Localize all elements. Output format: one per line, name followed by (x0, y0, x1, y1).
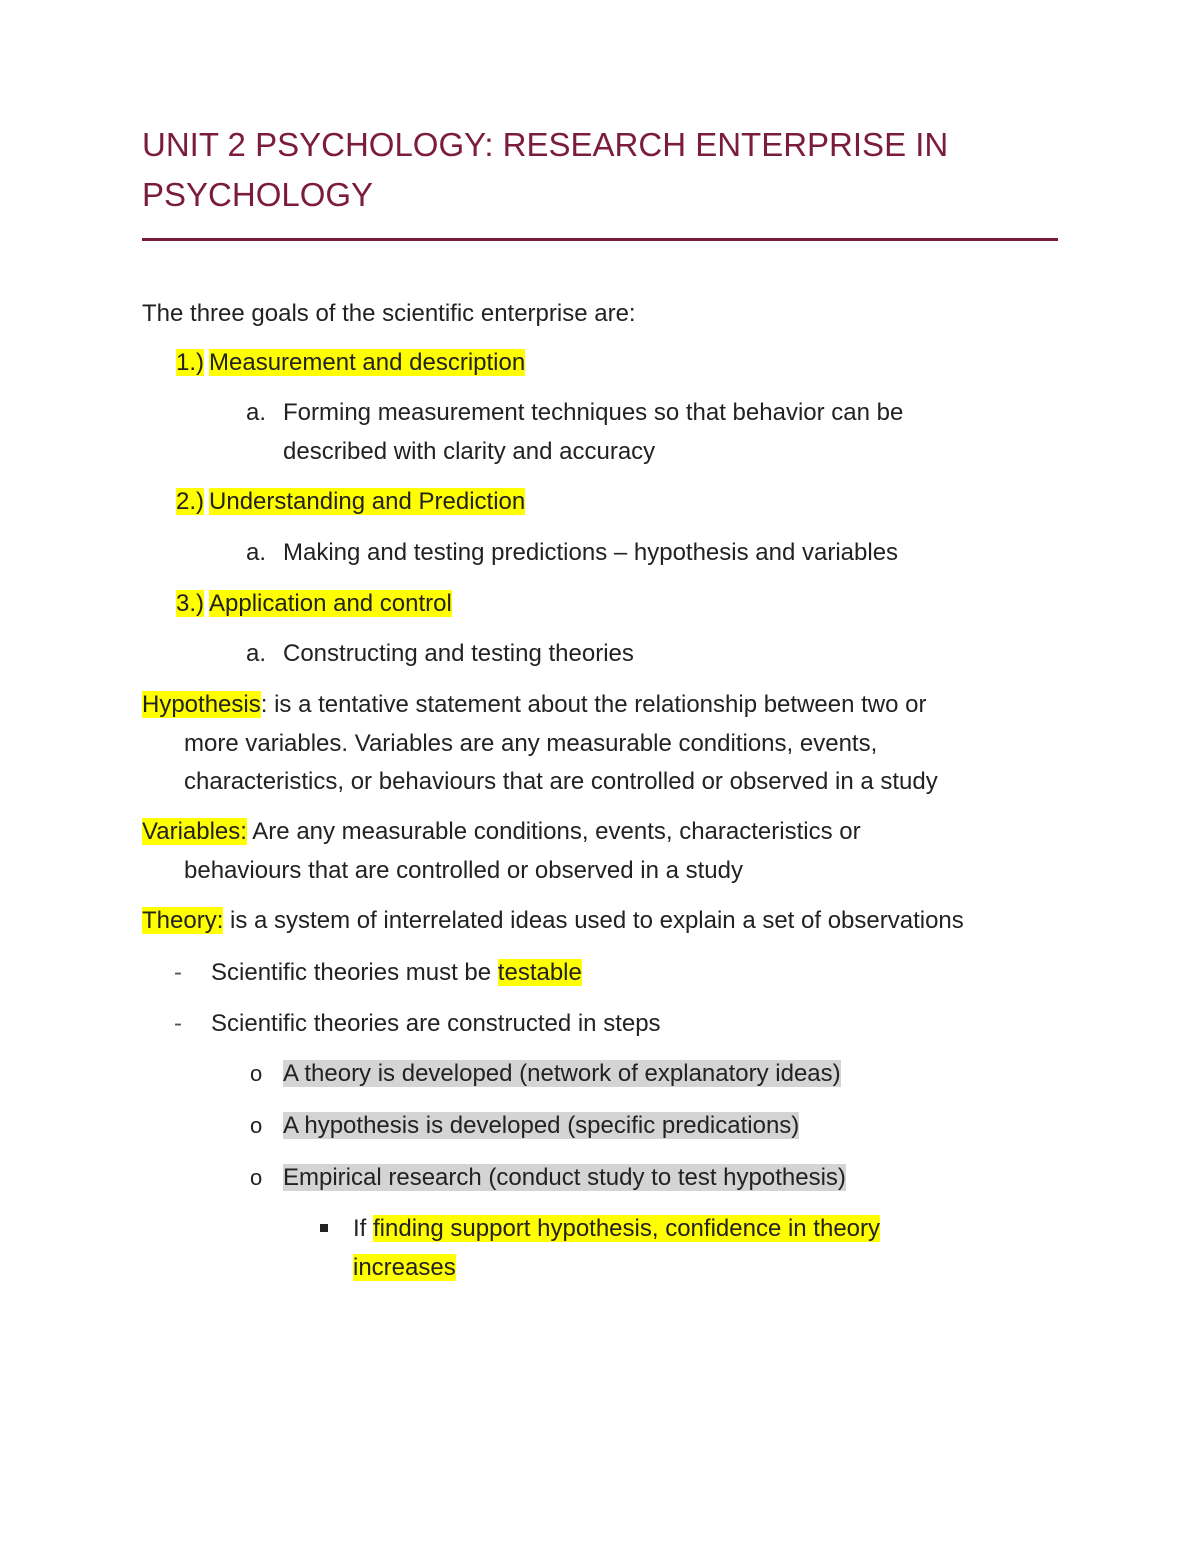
goal-item-3 (176, 585, 452, 623)
goal-detail-1-line-1: Forming measurement techniques so that behavior can be (283, 399, 904, 426)
step-3-text: Empirical research (conduct study to test hypothesis) (283, 1164, 846, 1191)
sub-marker-2: a. (246, 539, 267, 566)
term-theory: Theory: (142, 907, 224, 934)
document-title: UNIT 2 PSYCHOLOGY: RESEARCH ENTERPRISE IN PSYCHOLOGY (142, 126, 949, 213)
intro-text: The three goals of the scientific enterprise are: (142, 300, 636, 327)
definition-hypothesis-line-2: more variables. Variables are any measurable conditions, events, (184, 730, 878, 757)
goal-item-2 (176, 483, 525, 521)
term-hypothesis: Hypothesis (142, 691, 261, 718)
goal-number-2: 2.) (176, 488, 205, 515)
goal-label-1: Measurement and description (209, 349, 526, 376)
dash-marker-2: - (174, 1010, 182, 1037)
definition-variables-line-2: behaviours that are controlled or observed in a study (184, 857, 743, 884)
step-1-text: A theory is developed (network of explanatory ideas) (283, 1060, 841, 1087)
theory-point-1-text: Scientific theories must be (211, 959, 498, 986)
goal-number-3: 3.) (176, 590, 205, 617)
definition-theory (142, 902, 964, 940)
final-point-line-1 (353, 1210, 880, 1248)
definition-hypothesis (142, 686, 926, 724)
definition-hypothesis-text: : is a tentative statement about the relationship between two or (260, 691, 927, 718)
circle-bullet-3: o (250, 1165, 263, 1190)
final-point-highlight-1: finding support hypothesis, confidence in theory (373, 1215, 881, 1242)
final-point-prefix: If (353, 1215, 374, 1242)
goal-number-1: 1.) (176, 349, 205, 376)
goal-label-2: Understanding and Prediction (209, 488, 526, 515)
term-variables: Variables: (142, 818, 247, 845)
goal-detail-3-line-1: Constructing and testing theories (283, 640, 634, 667)
step-1 (283, 1055, 841, 1093)
theory-point-1 (211, 954, 582, 992)
dash-marker-1: - (174, 959, 182, 986)
definition-variables (142, 813, 861, 851)
goal-detail-1-line-2: described with clarity and accuracy (283, 438, 656, 465)
definition-theory-text: is a system of interrelated ideas used to explain a set of observations (223, 907, 964, 934)
step-2-text: A hypothesis is developed (specific predications) (283, 1112, 800, 1139)
definition-variables-text: Are any measurable conditions, events, characteristics or (246, 818, 861, 845)
theory-point-2: Scientific theories are constructed in steps (211, 1010, 661, 1037)
theory-point-1-highlight: testable (497, 959, 582, 986)
square-bullet-icon (320, 1224, 328, 1232)
definition-hypothesis-line-3: characteristics, or behaviours that are controlled or observed in a study (184, 768, 938, 795)
sub-marker-3: a. (246, 640, 267, 667)
goal-detail-2-line-1: Making and testing predictions – hypothesis and variables (283, 539, 899, 566)
goal-label-3: Application and control (209, 590, 452, 617)
step-2 (283, 1107, 799, 1145)
goal-item-1 (176, 344, 525, 382)
final-point-line-2 (353, 1249, 456, 1287)
circle-bullet-2: o (250, 1113, 263, 1138)
circle-bullet-1: o (250, 1061, 263, 1086)
final-point-highlight-2: increases (353, 1254, 456, 1281)
sub-marker-1: a. (246, 399, 267, 426)
title-underline (142, 238, 1058, 241)
step-3 (283, 1159, 846, 1197)
